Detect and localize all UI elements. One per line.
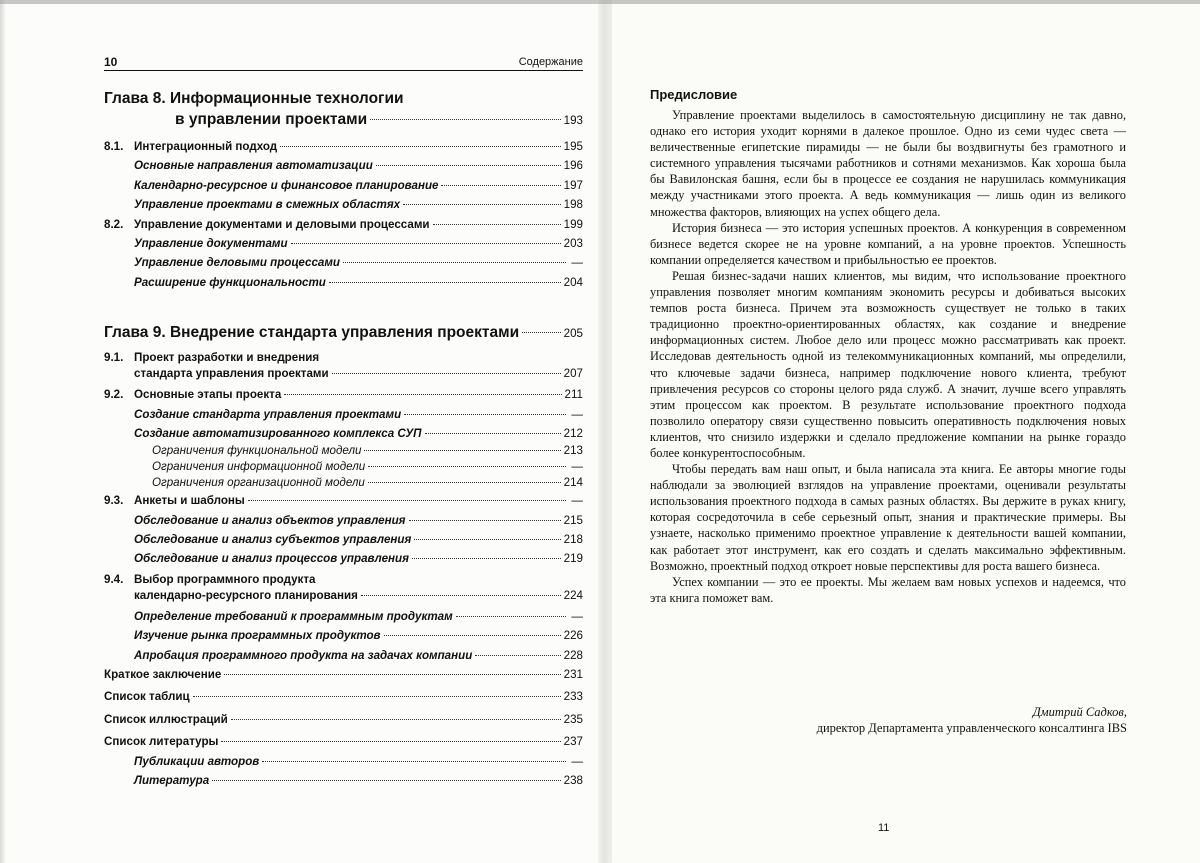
paragraph: Чтобы передать вам наш опыт, и была написала эта книга. Ее авторы многие годы наблюдали за эволюцией взглядов на управление проектами, оценивали результаты использования проектного подхода в самых разных областях. Вы держите в руках книгу, которая сосредоточила в себе серьезный опыт, знания и практические примеры. Вы узнаете, насколько применимо проектное управление к деятельности вашей компании, как работает этот инструмент, как его создать и сделать максимально эффективным. Возможно, проектный подход откроет новые перспективы для роста вашего бизнеса.	[650, 462, 1126, 573]
toc-entry: Управление проектами в смежных областях 198	[104, 195, 583, 214]
page-ref: 235	[563, 712, 583, 726]
page-ref: 207	[563, 367, 583, 381]
toc-entry: Краткое заключение 231	[104, 665, 583, 684]
page-ref: 218	[563, 533, 583, 547]
paragraph: Решая бизнес-задачи наших клиентов, мы видим, что использование проектного управления позволяет многим компаниям экономить ресурсы и добиваться высоких темпов роста бизнеса. Причем эта возможность существует не только в таких традиционно проектно-ориентированных областях, как создание и внедрение информационных систем. Любое дело или процесс можно рассматривать как проект. Исследовав деятельность одной из телекоммуникационных компаний, мы определили, что ключевые задачи бизнеса, например подключение нового клиента, требуют привлечения ресурсов со стороны целого ряда служб. А значит, лучше всего управлять этим процессом как проектом. В результате использование проектного подхода позволило оператору связи существенно повысить оперативность подключения новых клиентов, что снизило издержки и сделало предложение компании на рынке гораздо более конкурентоспособным.	[650, 268, 1126, 460]
toc-entry: 9.1. Проект разработки и внедрения стандарта управления проектами 207	[104, 351, 583, 381]
toc-entry: Создание стандарта управления проектами —	[104, 405, 583, 424]
toc-entry: 8.1. Интеграционный подход 195	[104, 137, 583, 156]
toc-entry: Основные направления автоматизации 196	[104, 156, 583, 175]
toc-entry: Список иллюстраций 235	[104, 710, 583, 729]
toc-entry: Расширение функциональности 204	[104, 273, 583, 292]
page-ref: 196	[563, 159, 583, 173]
toc-entry: Календарно-ресурсное и финансовое планирование 197	[104, 176, 583, 195]
preface-heading: Предисловие	[650, 87, 738, 102]
chapter-8-heading: Глава 8. Информационные технологии в управлении проектами 193	[104, 88, 583, 131]
page-ref: 228	[563, 648, 583, 662]
page-ref: 233	[563, 690, 583, 704]
paragraph: Успех компании — это ее проекты. Мы желаем вам новых успехов и надеемся, что эта книга поможет вам.	[650, 574, 1126, 605]
toc-entry: Управление документами 203	[104, 234, 583, 253]
page-ref: 226	[563, 629, 583, 643]
page-ref: 203	[563, 236, 583, 250]
page-ref: —	[571, 754, 583, 768]
page-ref: 211	[564, 388, 583, 402]
page-ref: —	[571, 494, 583, 508]
signature-role: директор Департамента управленческого консалтинга IBS	[816, 721, 1127, 735]
scan-edge	[0, 0, 1200, 4]
page-ref: 224	[563, 588, 583, 602]
paragraph: История бизнеса — это история успешных проектов. А конкуренция в современном бизнесе ведется скорее не на уровне компаний, а на уровне проектов. Успешность компании определяется качеством и прибыльностью ее проектов.	[650, 220, 1126, 267]
header-rule	[104, 70, 583, 71]
page-ref: 193	[563, 114, 583, 127]
page-ref: —	[571, 256, 583, 270]
page-ref: 205	[563, 327, 583, 341]
toc-entry: Публикации авторов —	[104, 752, 583, 771]
page-ref: —	[571, 609, 583, 623]
right-page-number: 11	[878, 822, 890, 834]
toc-entry: Обследование и анализ объектов управления 215	[104, 511, 583, 530]
toc-entry: Ограничения организационной модели 214	[152, 476, 583, 490]
left-page-number: 10	[104, 55, 118, 69]
signature-name: Дмитрий Садков,	[1032, 705, 1127, 719]
toc-entry: Создание автоматизированного комплекса СУП 212	[104, 424, 583, 443]
table-of-contents	[104, 88, 583, 790]
chapter-9-heading: Глава 9. Внедрение стандарта управления проектами 205	[104, 322, 583, 344]
toc-entry: Список таблиц 233	[104, 687, 583, 706]
page-edge-shadow	[0, 0, 6, 863]
page-ref: 204	[563, 275, 583, 289]
preface-body	[650, 107, 1126, 606]
toc-entry: Ограничения информационной модели —	[152, 460, 583, 474]
page-ref: 219	[563, 552, 583, 566]
page-ref: 197	[563, 178, 583, 192]
toc-entry: 9.4. Выбор программного продукта календарно-ресурсного планирования 224	[104, 572, 583, 602]
toc-entry: Изучение рынка программных продуктов 226	[104, 626, 583, 645]
paragraph: Управление проектами выделилось в самостоятельную дисциплину не так давно, однако его история уходит корнями в далекое прошлое. Одно из семи чудес света — величественные египетские пирамиды — не были бы воздвигнуты без грамотного и системного управления тысячами работников и сотнями механизмов. Как хороша была бы Вавилонская башня, если бы в процессе ее создания не нарушилась коммуникация между участниками этого проекта. А ведь коммуникация — лишь один из великого множества факторов, влияющих на успех общего дела.	[650, 108, 1126, 219]
page-ref: —	[571, 460, 583, 474]
toc-entry: 8.2. Управление документами и деловыми процессами 199	[104, 215, 583, 234]
page-ref: 212	[563, 426, 583, 440]
toc-entry: Апробация программного продукта на задачах компании 228	[104, 646, 583, 665]
page-ref: 215	[563, 513, 583, 527]
page-ref: 237	[563, 735, 583, 749]
page-ref: 195	[563, 140, 583, 153]
page-ref: 199	[563, 217, 583, 231]
book-gutter	[598, 0, 612, 863]
page-ref: —	[571, 407, 583, 421]
page-ref: 214	[563, 476, 583, 490]
toc-entry: Ограничения функциональной модели 213	[152, 444, 583, 458]
page-ref: 198	[563, 198, 583, 212]
toc-entry: Определение требований к программным продуктам —	[104, 607, 583, 626]
running-header-title: Содержание	[518, 56, 583, 68]
page-ref: 238	[563, 773, 583, 787]
toc-entry: Список литературы 237	[104, 732, 583, 751]
toc-entry: Литература 238	[104, 771, 583, 790]
page-ref: 231	[563, 668, 583, 682]
toc-entry: 9.2. Основные этапы проекта 211	[104, 385, 583, 404]
toc-entry: Обследование и анализ процессов управления 219	[104, 549, 583, 568]
toc-entry: Управление деловыми процессами —	[104, 253, 583, 272]
page-ref: 213	[563, 444, 583, 458]
toc-entry: Обследование и анализ субъектов управления 218	[104, 530, 583, 549]
toc-entry: 9.3. Анкеты и шаблоны —	[104, 491, 583, 510]
